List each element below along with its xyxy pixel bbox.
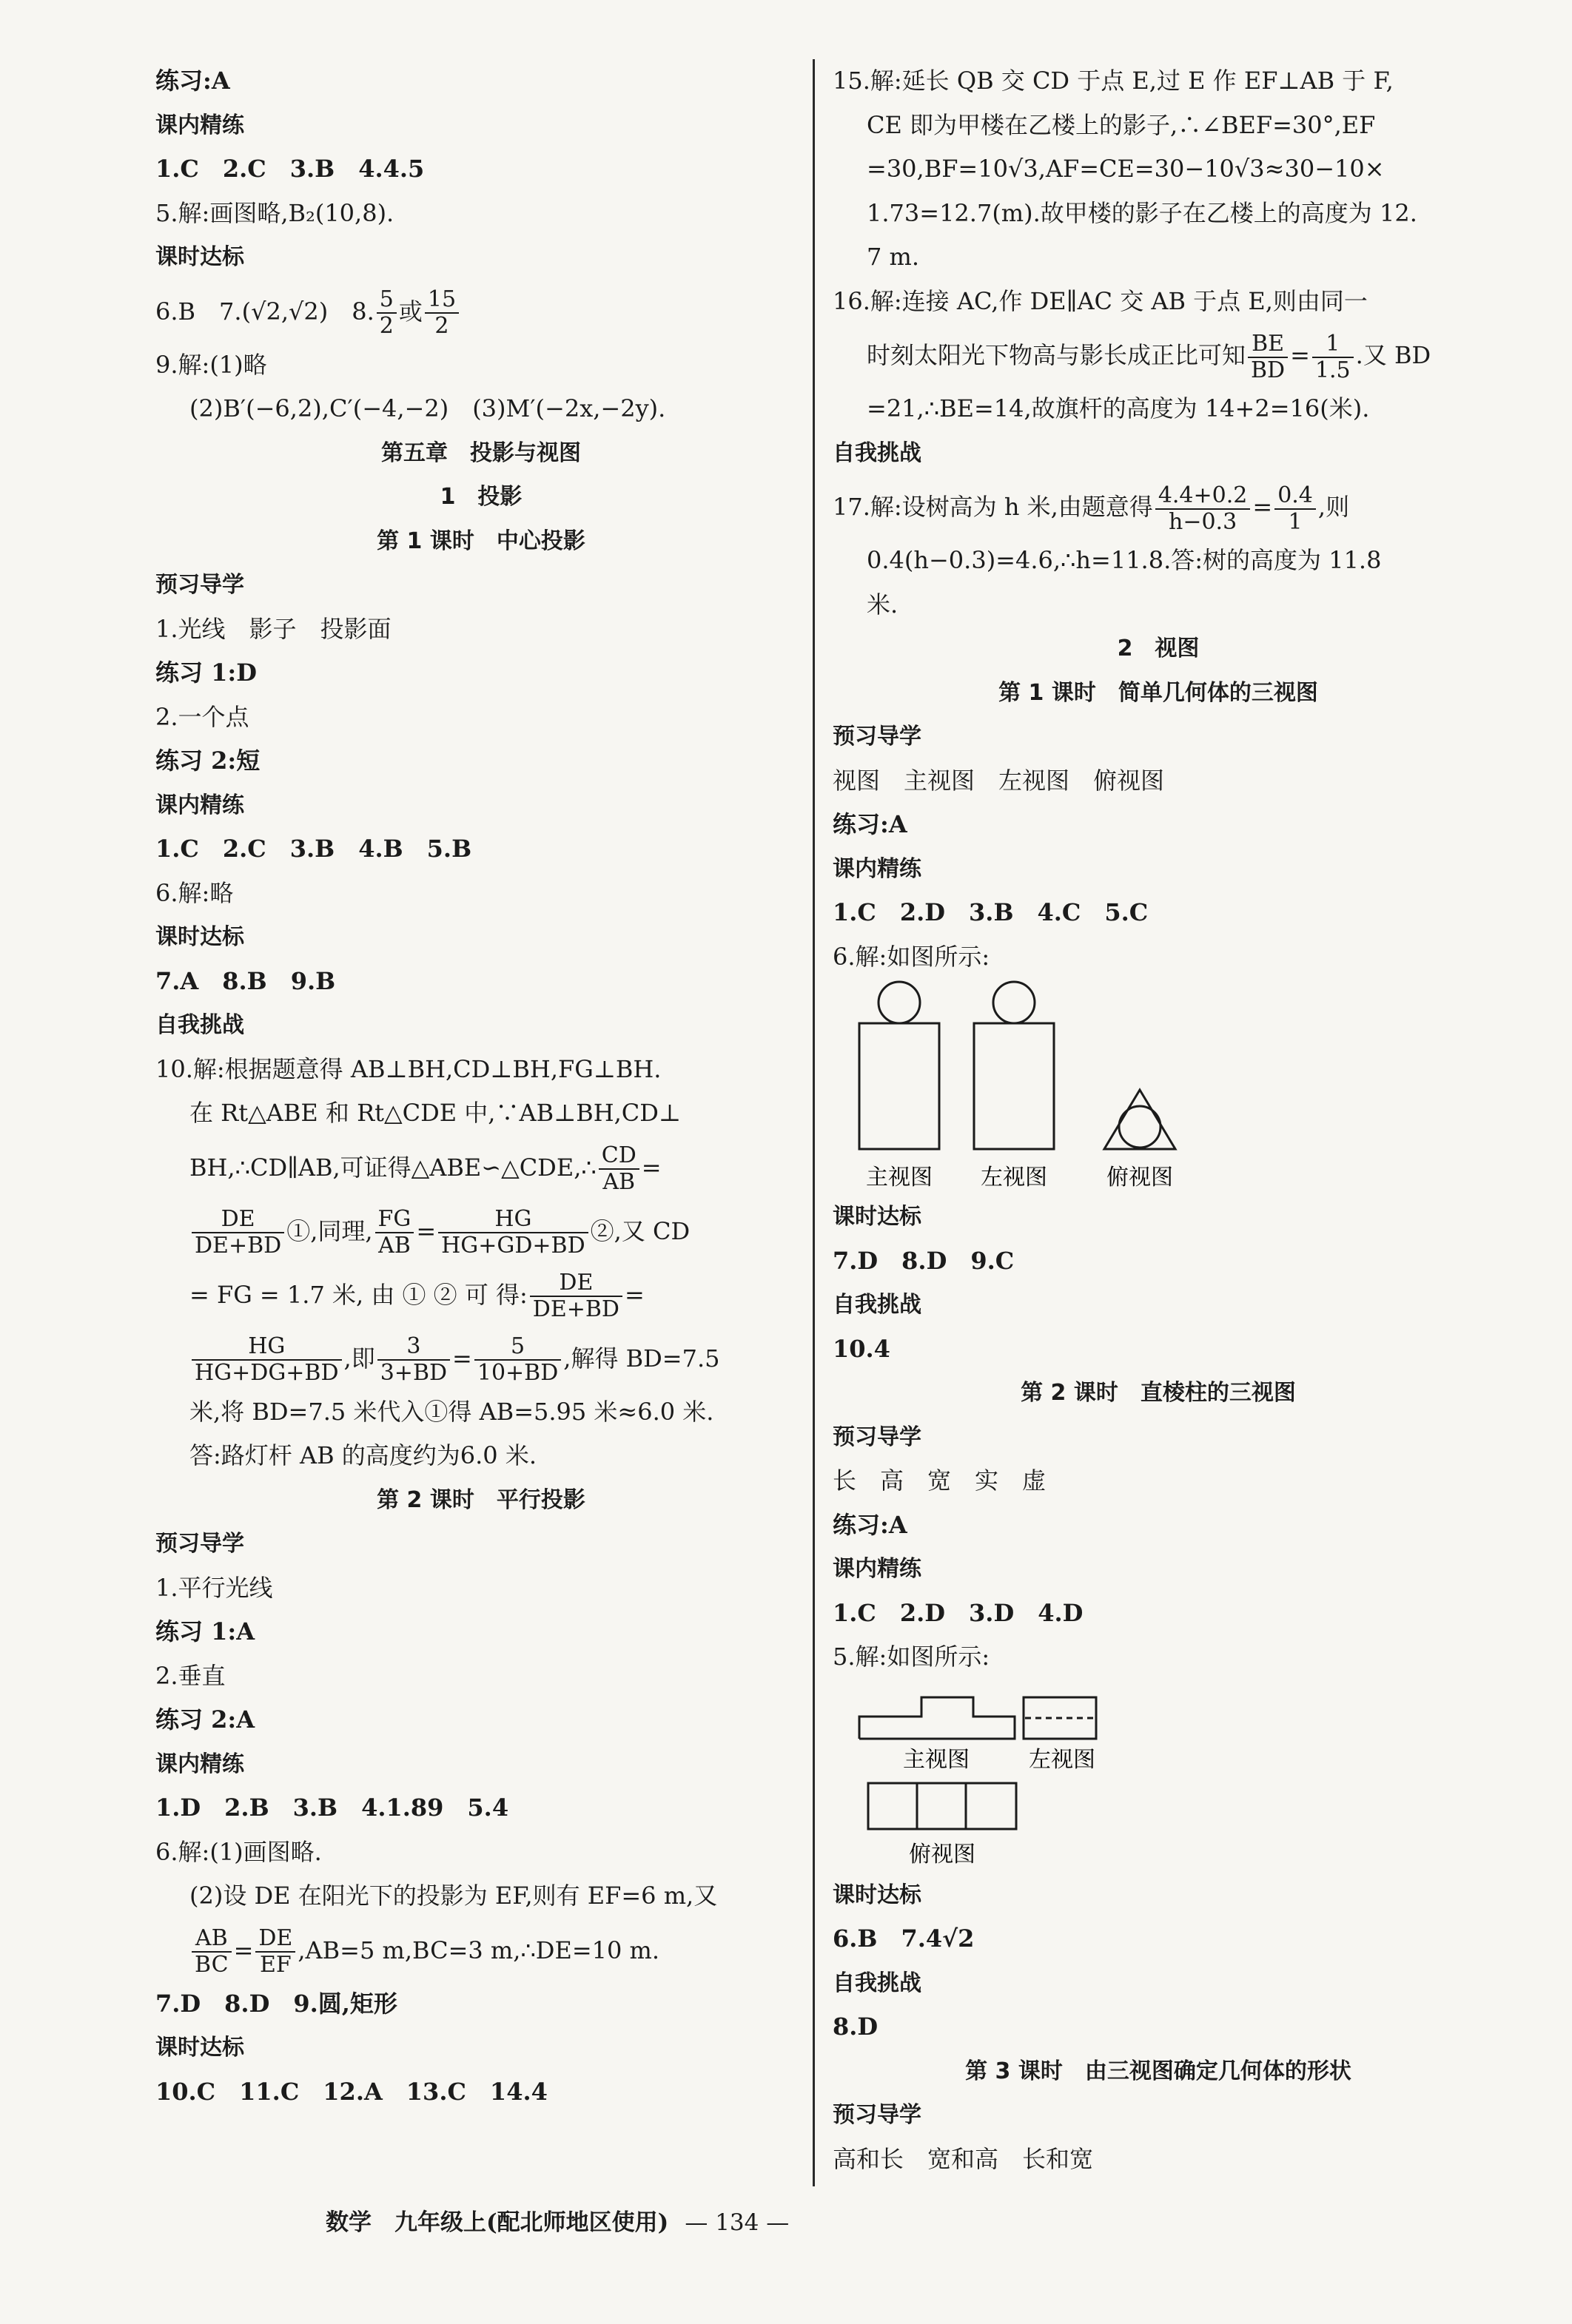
fraction: $\frac{CD}{AB}$ [599, 1143, 639, 1195]
answer-line: 6.B 7.4√2 [833, 1924, 975, 1953]
fraction: $\frac{DE}{EF}$ [255, 1926, 295, 1978]
lesson-subtitle: 第 1 课时 中心投影 [377, 528, 585, 554]
solution-line: 1.73=12.7(m).故甲楼的影子在乙楼上的高度为 12. [867, 198, 1417, 227]
answer-line: 8.D [833, 2013, 879, 2041]
fraction: $\frac{1}{1.5}$ [1312, 331, 1354, 383]
section-heading: 预习导学 [833, 724, 921, 750]
fraction: $\frac{BE}{BD}$ [1248, 331, 1288, 383]
section-heading: 课时达标 [155, 244, 244, 270]
answer-line: 1.D 2.B 3.B 4.1.89 5.4 [155, 1793, 509, 1822]
lesson-title: 1 投影 [440, 484, 523, 510]
fraction: $\frac{4.4+0.2}{h-0.3}$ [1155, 483, 1251, 535]
cylinder-left-view [974, 1023, 1054, 1149]
front-view-caption: 主视图 [866, 1165, 933, 1190]
fraction: $\frac{3}{3+BD}$ [377, 1334, 450, 1386]
fraction: $\frac{HG}{HG+GD+BD}$ [438, 1207, 588, 1259]
fraction: $\frac{5}{2}$ [377, 287, 397, 339]
lesson-subtitle: 第 2 课时 直棱柱的三视图 [1021, 1380, 1296, 1406]
answer-line: 长 高 宽 实 虚 [833, 1466, 1047, 1495]
solution-line: $\frac{AB}{BC}$ = $\frac{DE}{EF}$ ,AB=5 m,BC=3 m,∴DE=10 m. [155, 1919, 807, 1982]
section-heading: 课内精练 [155, 792, 244, 818]
section-heading: 预习导学 [155, 572, 244, 598]
lesson-title: 2 视图 [1117, 636, 1200, 661]
section-heading: 自我挑战 [833, 1970, 921, 1996]
cylinder-front-view [859, 1023, 939, 1149]
solution-line: 17.解:设树高为 h 米,由题意得 $\frac{4.4+0.2}{h-0.3}$ = $\frac{0.4}{1}$ ,则 [833, 482, 1350, 535]
front-view-caption: 主视图 [903, 1746, 970, 1773]
prism-three-views-diagram [833, 1680, 1484, 1873]
answer-line: 5.解:如图所示: [833, 1643, 990, 1671]
solution-line: $\frac{HG}{HG+DG+BD}$ ,即 $\frac{3}{3+BD}$ = $\frac{5}{10+BD}$ ,解得 BD=7.5 [155, 1327, 807, 1390]
chapter-title: 第五章 投影与视图 [381, 439, 581, 466]
solution-line: BH,∴CD∥AB,可证得△ABE∽△CDE,∴ $\frac{CD}{AB}$ = [189, 1142, 662, 1195]
answer-line: 视图 主视图 左视图 俯视图 [833, 766, 1165, 795]
prism-front-view [859, 1697, 1015, 1739]
solution-line: 米,将 BD=7.5 米代入①得 AB=5.95 米≈6.0 米. [189, 1397, 714, 1426]
left-view-caption: 左视图 [981, 1165, 1047, 1190]
section-heading: 课时达标 [155, 2035, 244, 2061]
answer-line: 6.B 7.(√2,√2) 8. $\frac{5}{2}$ 或 $\frac{15}{2}$ [155, 280, 807, 343]
answer-line: 练习 1:A [155, 1617, 255, 1646]
solution-line: 时刻太阳光下物高与影长成正比可知 $\frac{BE}{BD}$ = $\frac{1}{1.5}$ .又 BD [867, 330, 1431, 383]
answer-line: (2)B′(−6,2),C′(−4,−2) (3)M′(−2x,−2y). [189, 394, 666, 422]
solution-line: CE 即为甲楼在乙楼上的影子,∴∠BEF=30°,EF [867, 110, 1376, 139]
lesson-subtitle: 第 2 课时 平行投影 [377, 1486, 585, 1513]
answer-line: 7.A 8.B 9.B [155, 966, 336, 995]
three-views-figure-1 [833, 979, 1484, 1195]
solution-line: 15.解:延长 QB 交 CD 于点 E,过 E 作 EF⊥AB 于 F, [833, 67, 1394, 95]
left-view-caption: 左视图 [1029, 1746, 1095, 1773]
section-heading: 课时达标 [155, 924, 244, 950]
answer-line: 2.一个点 [155, 702, 249, 731]
answer-line: 练习 2:A [155, 1705, 255, 1734]
answer-line: 1.光线 影子 投影面 [155, 614, 392, 643]
answer-line: 6.解:(1)画图略. [155, 1837, 322, 1866]
solution-line: =30,BF=10√3,AF=CE=30−10√3≈30−10× [867, 155, 1385, 183]
solution-line: 答:路灯杆 AB 的高度约为6.0 米. [189, 1441, 537, 1469]
section-heading: 自我挑战 [833, 439, 921, 466]
section-heading: 课内精练 [833, 855, 921, 882]
answer-line: 练习:A [833, 1510, 907, 1539]
solution-line: 10.解:根据题意得 AB⊥BH,CD⊥BH,FG⊥BH. [155, 1054, 662, 1083]
answer-line: 7.D 8.D 9.圆,矩形 [155, 1989, 397, 2018]
top-view-caption: 俯视图 [909, 1841, 975, 1867]
fraction: $\frac{DE}{DE+BD}$ [530, 1270, 622, 1322]
top-view-caption: 俯视图 [1106, 1165, 1173, 1190]
section-heading: 预习导学 [155, 1531, 244, 1557]
lesson-subtitle: 第 3 课时 由三视图确定几何体的形状 [965, 2058, 1351, 2084]
solution-line: 16.解:连接 AC,作 DE∥AC 交 AB 于点 E,则由同一 [833, 286, 1368, 315]
fraction: $\frac{HG}{HG+DG+BD}$ [192, 1334, 342, 1386]
fraction: $\frac{5}{10+BD}$ [474, 1334, 561, 1386]
section-heading: 课内精练 [155, 1751, 244, 1777]
answer-line: 7.D 8.D 9.C [833, 1246, 1015, 1275]
answer-line: 1.平行光线 [155, 1573, 273, 1602]
three-views-diagram [833, 979, 1484, 1195]
section-heading: 课内精练 [155, 112, 244, 138]
fraction: $\frac{AB}{BC}$ [192, 1926, 232, 1978]
solution-line: $\frac{DE}{DE+BD}$ ①,同理, $\frac{FG}{AB}$ = $\frac{HG}{HG+GD+BD}$ ②,又 CD [155, 1199, 807, 1263]
fraction: $\frac{FG}{AB}$ [375, 1207, 414, 1259]
page-number: — 134 — [685, 2209, 790, 2236]
answer-line: 1.C 2.C 3.B 4.4.5 [155, 155, 425, 183]
page-footer [326, 2203, 789, 2237]
answer-line: 6.解:如图所示: [833, 942, 990, 971]
cone-top-view [1104, 1090, 1175, 1149]
solution-line: 在 Rt△ABE 和 Rt△CDE 中,∵AB⊥BH,CD⊥ [189, 1099, 682, 1127]
fraction: $\frac{15}{2}$ [425, 287, 459, 339]
solution-line: = FG = 1.7 米, 由 ① ② 可 得: $\frac{DE}{DE+BD}$ = [189, 1270, 645, 1322]
answer-line: 5.解:画图略,B₂(10,8). [155, 198, 394, 227]
answer-line: 高和长 宽和高 长和宽 [833, 2144, 1094, 2173]
sphere-front-view [879, 982, 920, 1023]
answer-line: 6.解:略 [155, 878, 234, 907]
answer-line: 9.解:(1)略 [155, 350, 267, 379]
section-heading: 课内精练 [833, 1556, 921, 1582]
sphere-left-view [993, 982, 1035, 1023]
solution-line: 米. [867, 590, 898, 619]
solution-line: (2)设 DE 在阳光下的投影为 EF,则有 EF=6 m,又 [189, 1882, 718, 1910]
prism-top-view [868, 1783, 1016, 1829]
three-views-figure-2 [833, 1680, 1484, 1873]
answer-line: 1.C 2.C 3.B 4.B 5.B [155, 835, 472, 863]
section-heading: 课时达标 [833, 1204, 921, 1230]
circle-top-view [1119, 1106, 1160, 1148]
fraction: $\frac{DE}{DE+BD}$ [192, 1207, 284, 1259]
answer-line: 2.垂直 [155, 1661, 226, 1690]
column-divider [813, 59, 815, 2186]
answer-line: 10.4 [833, 1334, 890, 1363]
section-heading: 课时达标 [833, 1882, 921, 1908]
answer-line: 1.C 2.D 3.D 4.D [833, 1598, 1084, 1627]
left-column [155, 59, 807, 2114]
answer-line: 10.C 11.C 12.A 13.C 14.4 [155, 2077, 548, 2106]
answer-line: 1.C 2.D 3.B 4.C 5.C [833, 898, 1149, 926]
footer-subject: 数学 九年级上(配北师地区使用) [326, 2209, 669, 2236]
answer-line: 练习:A [833, 810, 907, 838]
solution-line: =21,∴BE=14,故旗杆的高度为 14+2=16(米). [867, 394, 1370, 422]
section-heading: 预习导学 [833, 2102, 921, 2128]
exercise-label: 练习:A [155, 67, 230, 95]
solution-line: 7 m. [867, 243, 920, 271]
fraction: $\frac{0.4}{1}$ [1274, 483, 1316, 535]
section-heading: 自我挑战 [155, 1012, 244, 1038]
lesson-subtitle: 第 1 课时 简单几何体的三视图 [998, 679, 1318, 706]
right-column [833, 59, 1484, 2181]
answer-line: 练习 1:D [155, 659, 257, 687]
answer-line [155, 59, 807, 104]
section-heading: 预习导学 [833, 1424, 921, 1450]
solution-line: 0.4(h−0.3)=4.6,∴h=11.8.答:树的高度为 11.8 [867, 546, 1382, 574]
answer-line: 练习 2:短 [155, 747, 261, 775]
section-heading: 自我挑战 [833, 1292, 921, 1318]
